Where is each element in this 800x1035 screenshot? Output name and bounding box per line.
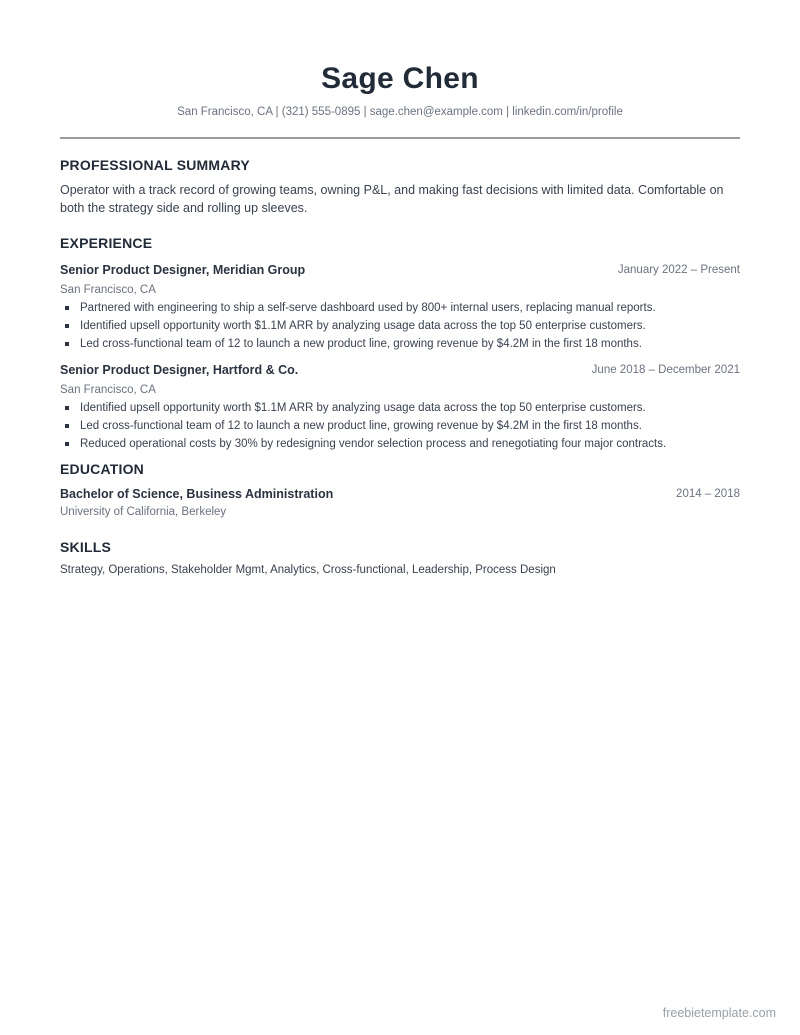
- job-bullets: [60, 399, 740, 453]
- summary-text: Operator with a track record of growing teams, owning P&L, and making fast decisions with limited data. Comfortable on both the strategy side and rolling up sleeves.: [60, 183, 724, 215]
- bullet-item: [60, 417, 740, 435]
- education-dates: 2014 – 2018: [676, 488, 740, 500]
- bullet-text: Led cross-functional team of 12 to launch a new product line, growing revenue by $4.2M in the first 18 months.: [80, 420, 642, 432]
- bullet-icon: [65, 406, 69, 410]
- job-bullets: [60, 299, 740, 353]
- bullet-icon: [65, 342, 69, 346]
- bullet-icon: [65, 306, 69, 310]
- bullet-icon: [65, 442, 69, 446]
- bullet-icon: [65, 324, 69, 328]
- skills-list: Strategy, Operations, Stakeholder Mgmt, Analytics, Cross-functional, Leadership, Process Design: [60, 564, 556, 576]
- bullet-item: [60, 317, 740, 335]
- job-title: Senior Product Designer, Hartford & Co.: [60, 363, 299, 377]
- job-dates: June 2018 – December 2021: [591, 364, 740, 376]
- bullet-icon: [65, 424, 69, 428]
- bullet-text: Led cross-functional team of 12 to launch a new product line, growing revenue by $4.2M in the first 18 months.: [80, 338, 642, 350]
- bullet-text: Partnered with engineering to ship a self-serve dashboard used by 800+ internal users, replacing manual reports.: [80, 302, 656, 314]
- job-location: San Francisco, CA: [60, 384, 156, 396]
- bullet-text: Identified upsell opportunity worth $1.1M ARR by analyzing usage data across the top 50 enterprise customers.: [80, 320, 646, 332]
- bullet-text: Reduced operational costs by 30% by redesigning vendor selection process and renegotiating four major contracts.: [80, 438, 667, 450]
- bullet-item: [60, 435, 740, 453]
- school-name: University of California, Berkeley: [60, 506, 227, 518]
- candidate-name: Sage Chen: [321, 62, 479, 95]
- bullet-item: [60, 399, 740, 417]
- summary-heading: PROFESSIONAL SUMMARY: [60, 157, 250, 173]
- skills-heading: SKILLS: [60, 539, 111, 555]
- experience-heading: EXPERIENCE: [60, 235, 153, 251]
- job-location: San Francisco, CA: [60, 284, 156, 296]
- watermark-link[interactable]: freebietemplate.com: [662, 1006, 776, 1020]
- bullet-item: [60, 335, 740, 353]
- degree-title: Bachelor of Science, Business Administration: [60, 487, 334, 501]
- job-dates: January 2022 – Present: [617, 264, 740, 276]
- job-title: Senior Product Designer, Meridian Group: [60, 263, 306, 277]
- bullet-item: [60, 299, 740, 317]
- header-divider: [60, 137, 740, 139]
- education-heading: EDUCATION: [60, 461, 144, 477]
- bullet-text: Identified upsell opportunity worth $1.1M ARR by analyzing usage data across the top 50 enterprise customers.: [80, 402, 646, 414]
- contact-line: San Francisco, CA | (321) 555-0895 | sage.chen@example.com | linkedin.com/in/profile: [177, 106, 623, 118]
